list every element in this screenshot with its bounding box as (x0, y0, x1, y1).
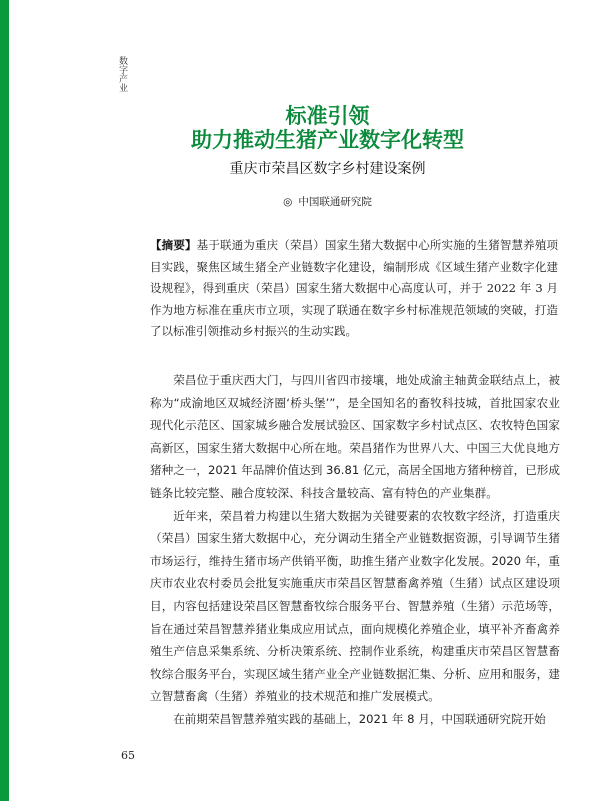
page-number: 65 (121, 749, 135, 762)
paragraph-2: 近年来，荣昌着力构建以生猪大数据为关键要素的农牧数字经济，打造重庆（荣昌）国家生猪大数据中心，充分调动生猪全产业链数据资源，引导调节生猪市场运行，维持生猪市场产供销平衡，助推生猪产业数字化发展。2020 年，重庆市农业农村委员会批复实施重庆市荣昌区智慧畜禽养殖（生猪）试点区建设项目，内容包括建设荣昌区智慧畜牧综合服务平台、智慧养殖（生猪）示范场等，旨在通过荣昌智慧养猪业集成应用试点，面向规模化养殖企业，填平补齐畜禽养殖生产信息采集系统、分析决策系统、控制作业系统，构建重庆市荣昌区智慧畜牧综合服务平台，实现区域生猪产业全产业链数据汇集、分析、应用和服务，建立智慧畜禽（生猪）养殖业的技术规范和推广发展模式。 (150, 508, 560, 704)
title-line-1: 标准引领 (285, 104, 370, 128)
paragraph-3: 在前期荣昌智慧养殖实践的基础上，2021 年 8 月，中国联通研究院开始 (173, 711, 546, 726)
author-mark-icon: ◎ (283, 196, 293, 208)
abstract-text: 基于联通为重庆（荣昌）国家生猪大数据中心所实施的生猪智慧养殖项目实践，聚焦区域生猪全产业链数字化建设，编制形成《区域生猪产业数字化建设规程》，得到重庆（荣昌）国家生猪大数据中心高度认可，并于 2022 年 3 月作为地方标准在重庆市立项，实现了联通在数字乡村标准规范领域的突破，打造了以标准引领推动乡村振兴的生动实践。 (150, 238, 559, 338)
title-line-2: 助力推动生猪产业数字化转型 (191, 128, 464, 152)
paragraph-1: 荣昌位于重庆西大门，与四川省四市接壤，地处成渝主轴黄金联结点上，被称为“成渝地区双城经济圈‘桥头堡’”，是全国知名的畜牧科技城，首批国家农业现代化示范区、国家城乡融合发展试验区、国家数字乡村试点区、农牧特色国家高新区，国家生猪大数据中心所在地。荣昌猪作为世界八大、中国三大优良地方猪种之一，2021 年品牌价值达到 36.81 亿元，高居全国地方猪种榜首，已形成链条比较完整、融合度较深、科技含量较高、富有特色的产业集群。 (150, 373, 560, 500)
abstract (150, 235, 558, 343)
article-body (150, 369, 560, 731)
abstract-label: 【摘要】 (150, 238, 197, 252)
section-tag: 数字产业 (117, 56, 127, 92)
author-line (0, 194, 605, 209)
subtitle: 重庆市荣昌区数字乡村建设案例 (229, 161, 426, 177)
author-name: 中国联通研究院 (298, 196, 372, 208)
